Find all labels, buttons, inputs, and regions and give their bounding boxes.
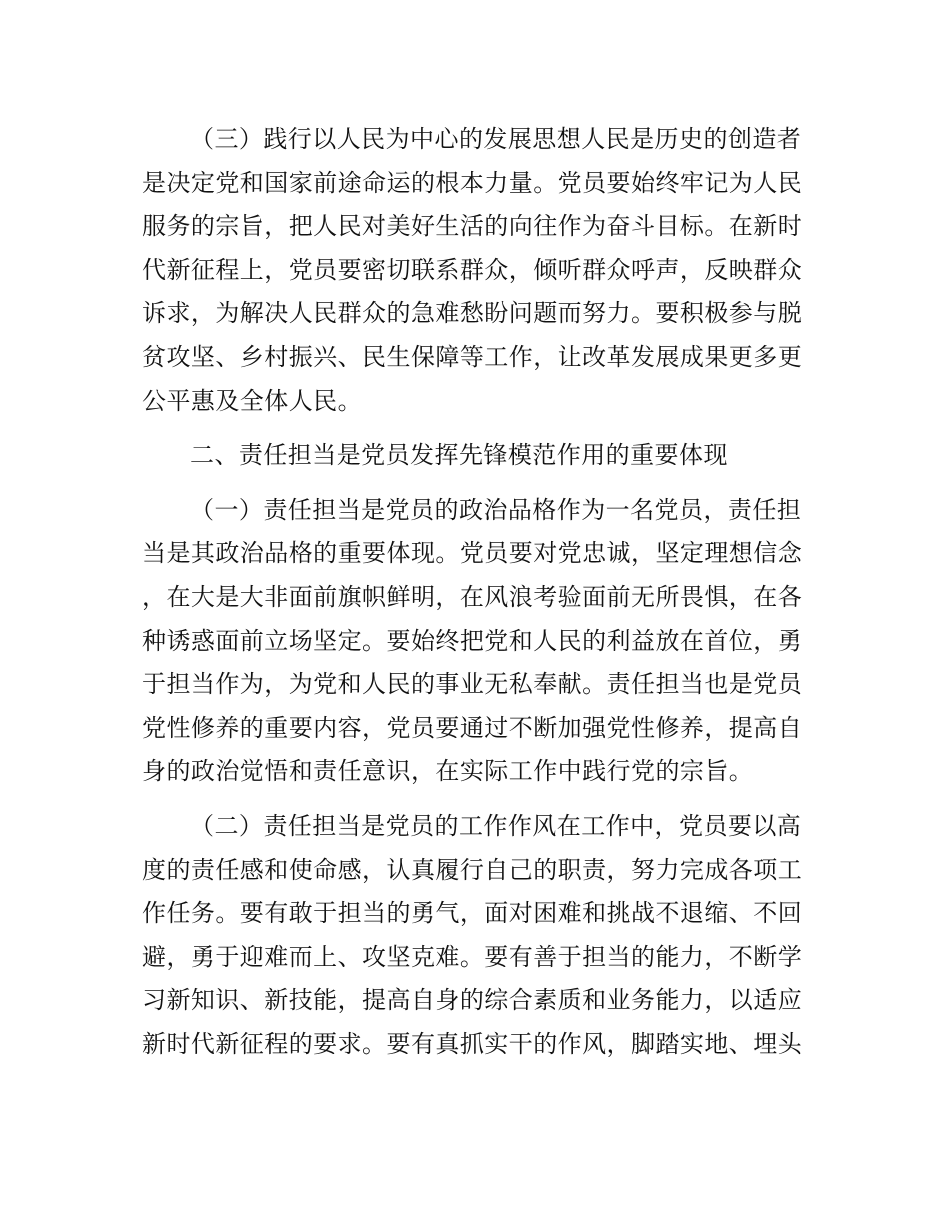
paragraph-practice-people-centered: （三）践行以人民为中心的发展思想人民是历史的创造者是决定党和国家前途命运的根本力量。党员要始终牢记为人民服务的宗旨，把人民对美好生活的向往作为奋斗目标。在新时代新征程上，党员要密切联系群众，倾听群众呼声，反映群众诉求，为解决人民群众的急难愁盼问题而努力。要积极参与脱贫攻坚、乡村振兴、民生保障等工作，让改革发展成果更多更公平惠及全体人民。 [142, 125, 803, 415]
document-body [142, 118, 822, 1077]
section-heading-responsibility: 二、责任担当是党员发挥先锋模范作用的重要体现 [190, 441, 728, 470]
paragraph-political-character: （一）责任担当是党员的政治品格作为一名党员，责任担当是其政治品格的重要体现。党员要对党忠诚，坚定理想信念，在大是大非面前旗帜鲜明，在风浪考验面前无所畏惧，在各种诱惑面前立场坚定。要始终把党和人民的利益放在首位，勇于担当作为，为党和人民的事业无私奉献。责任担当也是党员党性修养的重要内容，党员要通过不断加强党性修养，提高自身的政治觉悟和责任意识，在实际工作中践行党的宗旨。 [142, 495, 803, 786]
paragraph-work-style: （二）责任担当是党员的工作作风在工作中，党员要以高度的责任感和使命感，认真履行自己的职责，努力完成各项工作任务。要有敢于担当的勇气，面对困难和挑战不退缩、不回避，勇于迎难而上、攻坚克难。要有善于担当的能力，不断学习新知识、新技能，提高自身的综合素质和业务能力，以适应新时代新征程的要求。要有真抓实干的作风，脚踏实地、埋头 [142, 811, 803, 1058]
